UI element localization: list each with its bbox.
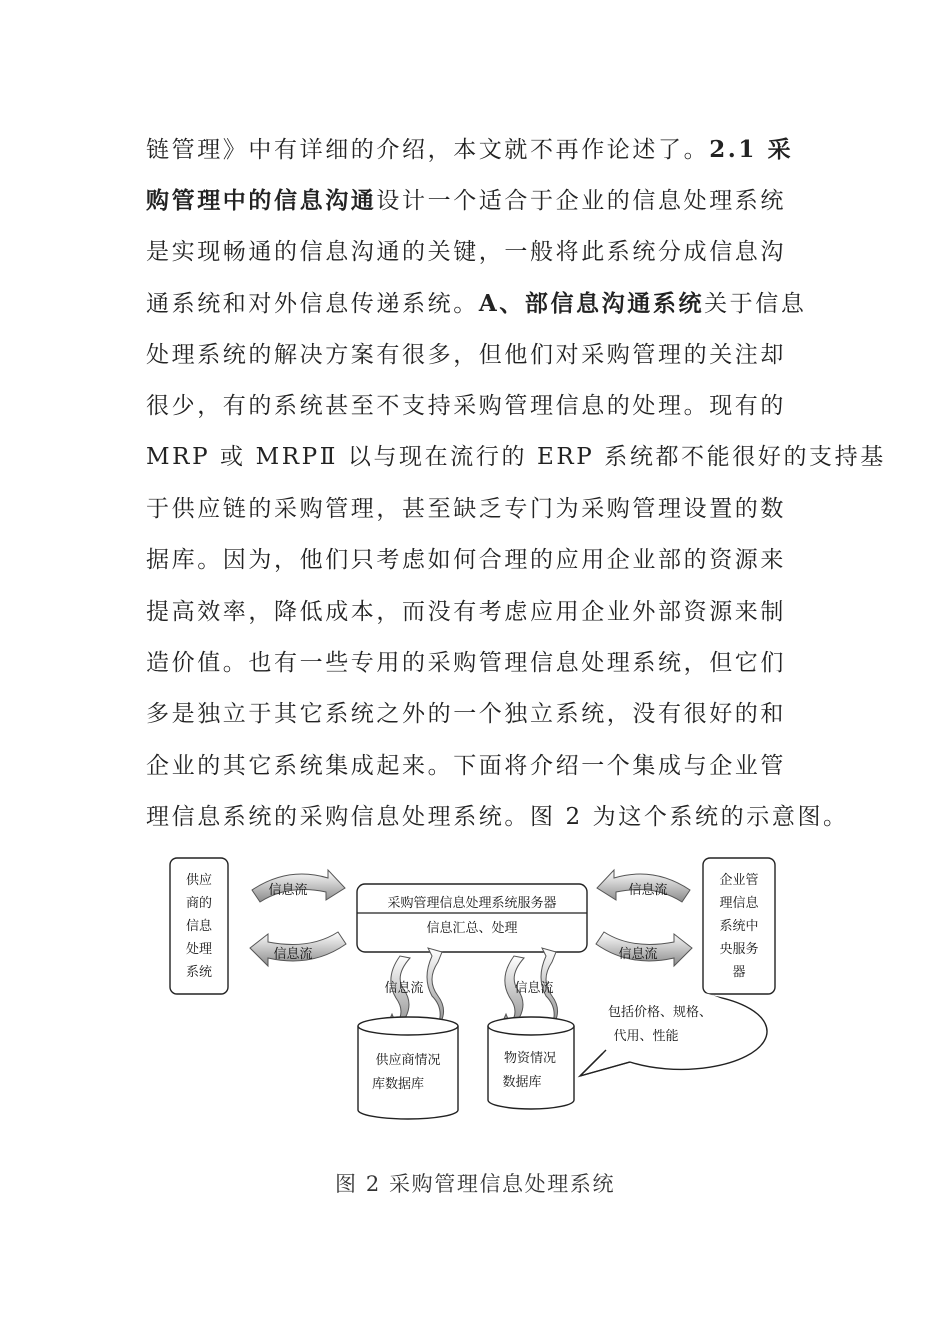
supplier-line: 处理 [185,942,213,957]
enterprise-line: 央服务 [719,942,759,957]
server-subtitle: 信息汇总、处理 [426,921,518,936]
flow-label: 信息流 [268,883,308,898]
text-line: 造价值。也有一些专用的采购管理信息处理系统，但它们 [146,649,786,676]
supplier-system-box [170,858,228,994]
flow-label: 信息流 [384,981,424,996]
callout-bubble [576,988,767,1076]
text-line: 处理系统的解决方案有很多，但他们对采购管理的关注却 [146,341,786,368]
flow-label: 信息流 [618,947,658,962]
text-line: 企业的其它系统集成起来。下面将介绍一个集成与企业管 [146,752,786,779]
server-title: 采购管理信息处理系统服务器 [387,896,557,911]
supplier-database [358,1017,458,1119]
flow-label: 信息流 [273,947,313,962]
material-database [488,1017,574,1109]
text-line: 通系统和对外信息传递系统。A、部信息沟通系统关于信息 [146,290,807,318]
flow-arrow-right-bottom [596,932,692,966]
enterprise-line: 器 [732,965,746,980]
flow-arrow-right-top [597,870,690,902]
flow-label: 信息流 [514,981,554,996]
figure-caption: 图 2 采购管理信息处理系统 [334,1172,616,1196]
flow-arrow-left-top [252,870,345,902]
supplier-line: 商的 [185,896,213,911]
text-line: MRP 或 MRPⅡ 以与现在流行的 ERP 系统都不能很好的支持基 [146,444,886,471]
text-line: 提高效率，降低成本，而没有考虑应用企业外部资源来制 [146,598,786,625]
callout-line: 代用、性能 [613,1029,679,1044]
system-diagram [160,848,790,1128]
supplier-line: 供应 [185,873,213,888]
flow-label: 信息流 [628,883,668,898]
flow-arrow-left-bottom [250,932,346,966]
enterprise-server-box [703,858,775,994]
text-line: 购管理中的信息沟通设计一个适合于企业的信息处理系统 [146,187,787,215]
supplier-line: 信息 [185,919,213,934]
text-line: 据库。因为，他们只考虑如何合理的应用企业部的资源来 [146,547,786,574]
text-line: 很少，有的系统甚至不支持采购管理信息的处理。现有的 [146,392,786,419]
text-line: 理信息系统的采购信息处理系统。图 2 为这个系统的示意图。 [146,804,849,831]
text-line: 于供应链的采购管理，甚至缺乏专门为采购管理设置的数 [146,495,786,522]
supplier-line: 系统 [185,965,213,980]
supplier-db-line: 库数据库 [371,1077,425,1092]
text-line: 多是独立于其它系统之外的一个独立系统，没有很好的和 [146,701,786,728]
enterprise-line: 企业管 [719,873,759,888]
supplier-db-line: 供应商情况 [375,1053,441,1068]
enterprise-line: 系统中 [719,919,759,934]
callout-line: 包括价格、规格、 [607,1005,713,1020]
body-paragraph [146,124,886,843]
material-db-line: 物资情况 [503,1051,557,1066]
enterprise-line: 理信息 [719,896,759,911]
purchasing-server-box [357,884,587,952]
text-line: 是实现畅通的信息沟通的关键，一般将此系统分成信息沟 [146,238,786,265]
text-line: 链管理》中有详细的介绍，本文就不再作论述了。2.1 采 [146,136,794,163]
material-db-line: 数据库 [502,1075,542,1090]
